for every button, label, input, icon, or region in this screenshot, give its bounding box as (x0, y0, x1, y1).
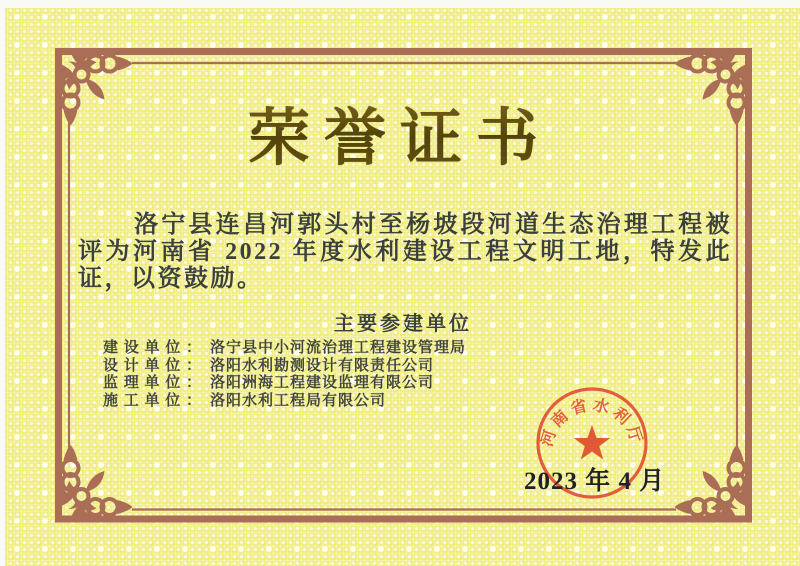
unit-label: 设 计 单 位 ： (103, 357, 203, 374)
unit-name: 洛阳水利工程局有限公司 (210, 392, 387, 409)
section-heading: 主要参建单位 (334, 313, 472, 335)
seal-text: 河南省水利厅 (538, 396, 646, 449)
certificate-body-text: 洛宁县连昌河郭头村至杨坡段河道生态治理工程被评为河南省 2022 年度水利建设工程文明工地，特发此证，以资鼓励。 (78, 212, 732, 292)
unit-label: 建 设 单 位 ： (103, 340, 203, 356)
unit-row-design (103, 358, 466, 376)
issue-date: 2023 年 4 月 (524, 468, 666, 495)
certificate-title: 荣誉证书 (0, 88, 800, 177)
unit-name: 洛阳洲海工程建设监理有限公司 (210, 375, 435, 392)
unit-row-construction (103, 340, 466, 358)
unit-name: 洛宁县中小河流治理工程建设管理局 (210, 340, 467, 356)
units-list (103, 340, 466, 410)
unit-label: 监 理 单 位 ： (103, 375, 203, 392)
unit-name: 洛阳水利勘测设计有限责任公司 (210, 357, 435, 374)
red-star-icon (574, 425, 610, 459)
unit-label: 施 工 单 位 ： (103, 392, 203, 409)
unit-row-contractor (103, 393, 466, 411)
corner-flourish-bottom-left (59, 445, 132, 518)
unit-row-supervision (103, 375, 466, 393)
